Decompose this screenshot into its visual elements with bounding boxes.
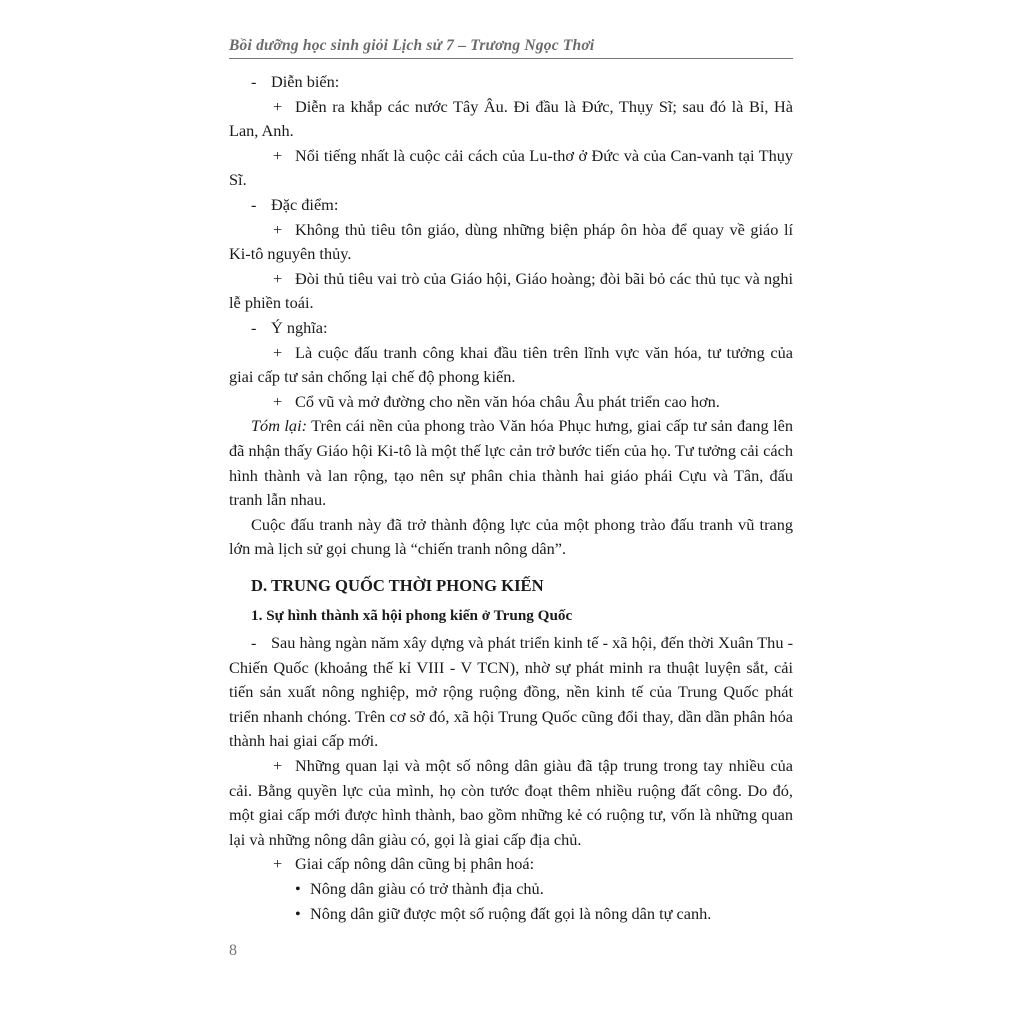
bullet-marker: • [295,879,301,898]
section-heading: D. TRUNG QUỐC THỜI PHONG KIẾN [251,575,544,595]
paragraph-text: Là cuộc đấu tranh công khai đầu tiên trên lĩnh vực văn hóa, tư tưởng của giai cấp tư sản chống lại chế độ phong kiến. [229,342,793,387]
list-item [229,316,793,341]
paragraph-text: Không thủ tiêu tôn giáo, dùng những biện pháp ôn hòa để quay về giáo lí Ki-tô nguyên thủy. [229,219,793,264]
paragraph-text: Cổ vũ và mở đường cho nền văn hóa châu Âu phát triển cao hơn. [295,391,720,411]
paragraph-text: Ý nghĩa: [271,317,328,337]
plus-marker: + [273,391,283,411]
summary-label: Tóm lại: [251,416,308,436]
list-item [229,341,793,390]
dash-marker: - [251,194,257,214]
plus-marker: + [273,268,283,288]
list-item [229,193,793,218]
plus-marker: + [273,342,283,362]
paragraph: Cuộc đấu tranh này đã trở thành động lực của một phong trào đấu tranh vũ trang lớn mà lịch sử gọi chung là “chiến tranh nông dân”. [229,514,793,559]
dash-marker: - [251,72,257,91]
bullet-marker: • [295,903,301,923]
paragraph-text: Diễn biến: [271,72,340,91]
list-item [229,631,793,754]
paragraph-text: Nông dân giàu có trở thành địa chủ. [310,879,544,898]
paragraph-text: Nổi tiếng nhất là cuộc cải cách của Lu-thơ ở Đức và của Can-vanh tại Thụy Sĩ. [229,145,793,190]
dash-marker: - [251,317,257,337]
plus-marker: + [273,854,283,874]
dash-marker: - [251,633,257,653]
paragraph-text: Những quan lại và một số nông dân giàu đã tập trung trong tay nhiều của cải. Bằng quyền lực của mình, họ còn tước đoạt thêm nhiều ruộng đất công. Do đó, một giai cấp mới được hình thành, bao gồm những kẻ có ruộng tư, vốn là những quan lại và những nông dân giàu có, gọi là giai cấp địa chủ. [229,756,793,849]
plus-marker: + [273,219,283,239]
list-item [229,754,793,852]
plus-marker: + [273,145,283,165]
paragraph-text: Đòi thủ tiêu vai trò của Giáo hội, Giáo hoàng; đòi bãi bỏ các thủ tục và nghi lễ phiền toái. [229,268,793,313]
paragraph-text: Diễn ra khắp các nước Tây Âu. Đi đầu là Đức, Thụy Sĩ; sau đó là Bỉ, Hà Lan, Anh. [229,96,793,141]
list-item [229,95,793,144]
paragraph-text: Trên cái nền của phong trào Văn hóa Phục hưng, giai cấp tư sản đang lên đã nhận thấy Giáo hội Ki-tô là một thế lực cản trở bước tiến của họ. Tư tưởng cải cách hình thành và lan rộng, tạo nên sự phân chia thành hai giáo phái Cựu và Tân, đấu tranh lẫn nhau. [229,416,793,510]
list-item [229,70,793,95]
summary-paragraph [229,414,793,512]
plus-marker: + [273,756,283,776]
subsection-heading: 1. Sự hình thành xã hội phong kiến ở Trung Quốc [251,607,573,625]
page-body [229,70,793,926]
list-item [229,902,793,927]
running-header: Bồi dưỡng học sinh giỏi Lịch sử 7 – Trương Ngọc Thơi [229,37,595,54]
header-rule [229,58,793,59]
paragraph-text: Đặc điểm: [271,194,339,214]
paragraph-text: Nông dân giữ được một số ruộng đất gọi là nông dân tự canh. [310,903,712,923]
list-item [229,390,793,415]
list-item [229,218,793,267]
paragraph-text: Giai cấp nông dân cũng bị phân hoá: [295,854,535,874]
list-item [229,267,793,316]
plus-marker: + [273,96,283,116]
page-number: 8 [229,942,237,959]
list-item [229,144,793,193]
paragraph-text: Sau hàng ngàn năm xây dựng và phát triển kinh tế - xã hội, đến thời Xuân Thu - Chiến Quốc (khoảng thế kỉ VIII - V TCN), nhờ sự phát minh ra thuật luyện sắt, cải tiến sản xuất nông nghiệp, mở rộng ruộng đồng, nền kinh tế của Trung Quốc phát triển nhanh chóng. Trên cơ sở đó, xã hội Trung Quốc cũng đổi thay, dần dần phân hóa thành hai giai cấp mới. [229,633,793,751]
list-item [229,877,793,902]
list-item [229,852,793,877]
